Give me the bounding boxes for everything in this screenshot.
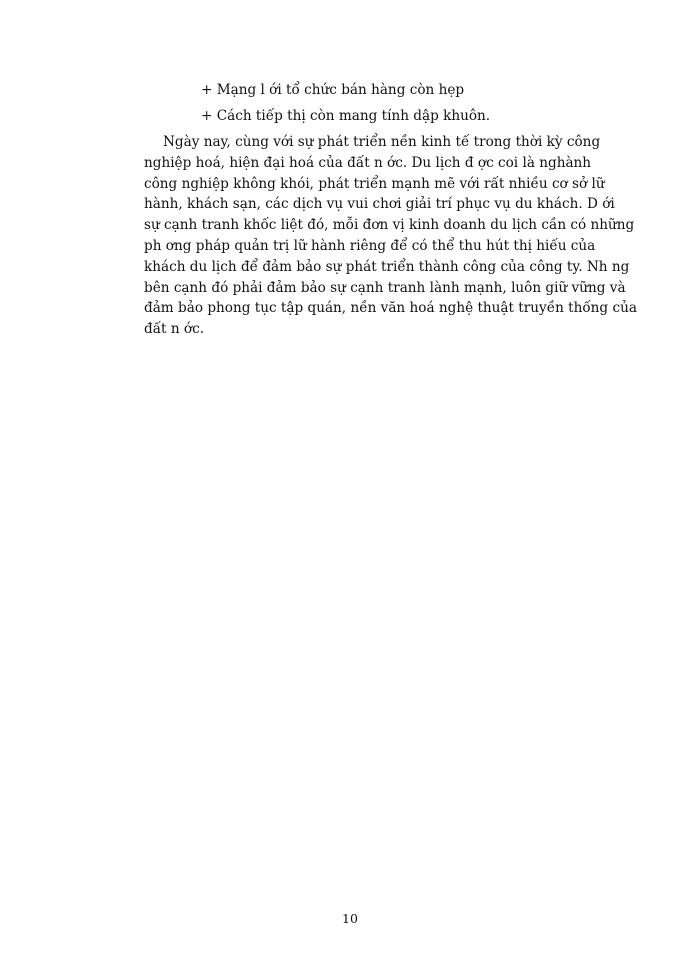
paragraph-line: bên cạnh đó phải đảm bảo sự cạnh tranh lành mạnh, luôn giữ vững và (144, 279, 626, 296)
bullet-sales-network: + Mạng l ới tổ chức bán hàng còn hẹp (201, 82, 465, 98)
paragraph-line: Ngày nay, cùng với sự phát triển nền kinh tế trong thời kỳ công (163, 134, 601, 150)
paragraph-line: nghiệp hoá, hiện đại hoá của đất n ớc. Du lịch đ ợc coi là nghành (144, 154, 592, 171)
paragraph-line: sự cạnh tranh khốc liệt đó, mỗi đơn vị kinh doanh du lịch cần có những (144, 217, 635, 234)
paragraph-line: công nghiệp không khói, phát triển mạnh mẽ với rất nhiều cơ sở lữ (144, 175, 605, 192)
paragraph-line: đất n ớc. (144, 321, 205, 338)
body-paragraph (144, 132, 637, 340)
bullet-marketing-approach: + Cách tiếp thị còn mang tính dập khuôn. (201, 108, 491, 124)
paragraph-line: ph ơng pháp quản trị lữ hành riêng để có thể thu hút thị hiếu của (144, 237, 596, 254)
paragraph-line: đảm bảo phong tục tập quán, nền văn hoá nghệ thuật truyền thống của (144, 300, 637, 317)
paragraph-line: khách du lịch để đảm bảo sự phát triển thành công của công ty. Nh ng (144, 258, 630, 275)
paragraph-line: hành, khách sạn, các dịch vụ vui chơi giải trí phục vụ du khách. D ới (144, 196, 615, 213)
page-number: 10 (342, 911, 358, 926)
